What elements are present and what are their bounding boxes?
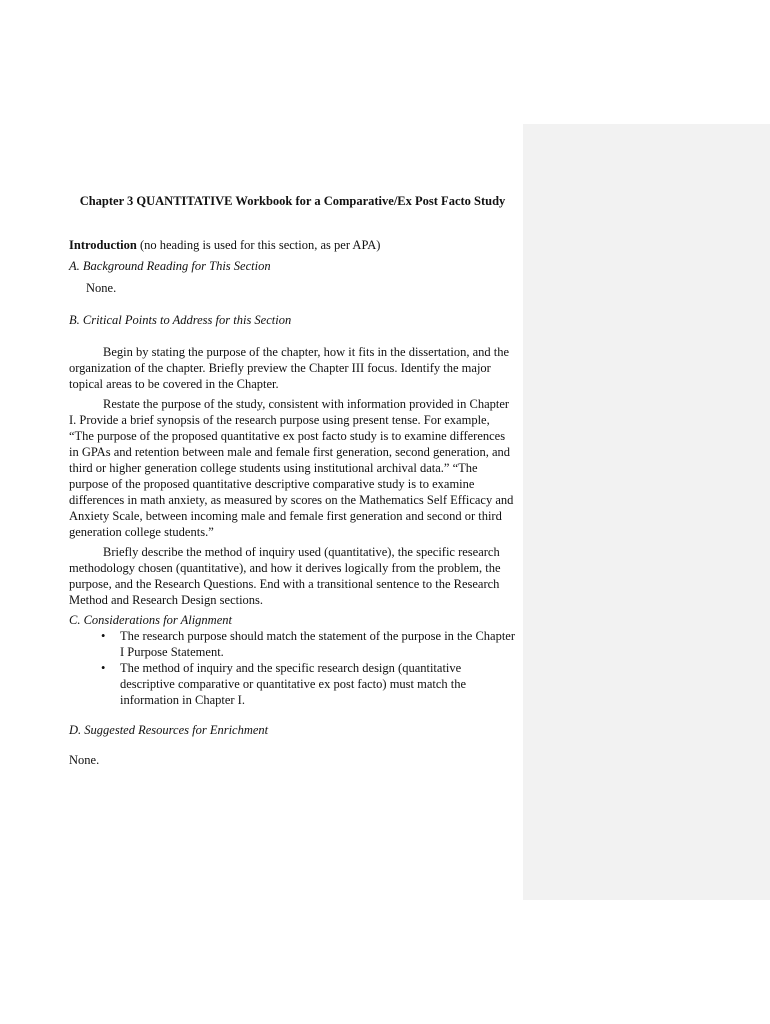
closing-text: None. (69, 753, 100, 767)
section-d-heading: D. Suggested Resources for Enrichment (69, 723, 269, 737)
document-body (69, 193, 516, 781)
list-item-text: The method of inquiry and the specific research design (quantitative descriptive comparative or quantitative ex post facto) must match the information in Chapter I. (120, 661, 467, 707)
list-item (69, 628, 516, 660)
document-title: Chapter 3 QUANTITATIVE Workbook for a Comparative/Ex Post Facto Study (79, 194, 506, 208)
section-c-heading: C. Considerations for Alignment (69, 613, 232, 627)
list-item-text: The research purpose should match the statement of the purpose in the Chapter I Purpose Statement. (120, 629, 516, 659)
section-a-body: None. (86, 281, 117, 295)
section-b-paragraph-2: Restate the purpose of the study, consistent with information provided in Chapter I. Provide a brief synopsis of the research purpose using present tense. For example, “The purpose of the proposed quantitative ex post facto study is to examine differences in GPAs and retention between male and female first generation, second generation, and third or higher generation college students using institutional archival data.” “The purpose of the proposed quantitative descriptive comparative study is to examine differences in math anxiety, as measured by scores on the Mathematics Self Efficacy and Anxiety Scale, between incoming male and female first generation and second or third generation college students.” (69, 397, 514, 539)
comment-margin-panel (523, 124, 770, 900)
alignment-bullet-list (69, 628, 516, 708)
list-item (69, 660, 516, 708)
bullet-icon: • (101, 661, 106, 675)
section-b-paragraph-3: Briefly describe the method of inquiry used (quantitative), the specific research methodology chosen (quantitative), and how it derives logically from the problem, the purpose, and the Research Questions. End with a transitional sentence to the Research Method and Research Design sections. (69, 545, 501, 607)
introduction-note: (no heading is used for this section, as per APA) (136, 238, 381, 252)
bullet-icon: • (101, 629, 106, 643)
introduction-line (69, 237, 516, 253)
section-b-heading: B. Critical Points to Address for this Section (69, 313, 292, 327)
introduction-heading: Introduction (69, 238, 137, 252)
section-a-heading: A. Background Reading for This Section (69, 259, 271, 273)
section-b-paragraph-1: Begin by stating the purpose of the chapter, how it fits in the dissertation, and the organization of the chapter. Briefly preview the Chapter III focus. Identify the major topical areas to be covered in the Chapter. (69, 345, 510, 391)
